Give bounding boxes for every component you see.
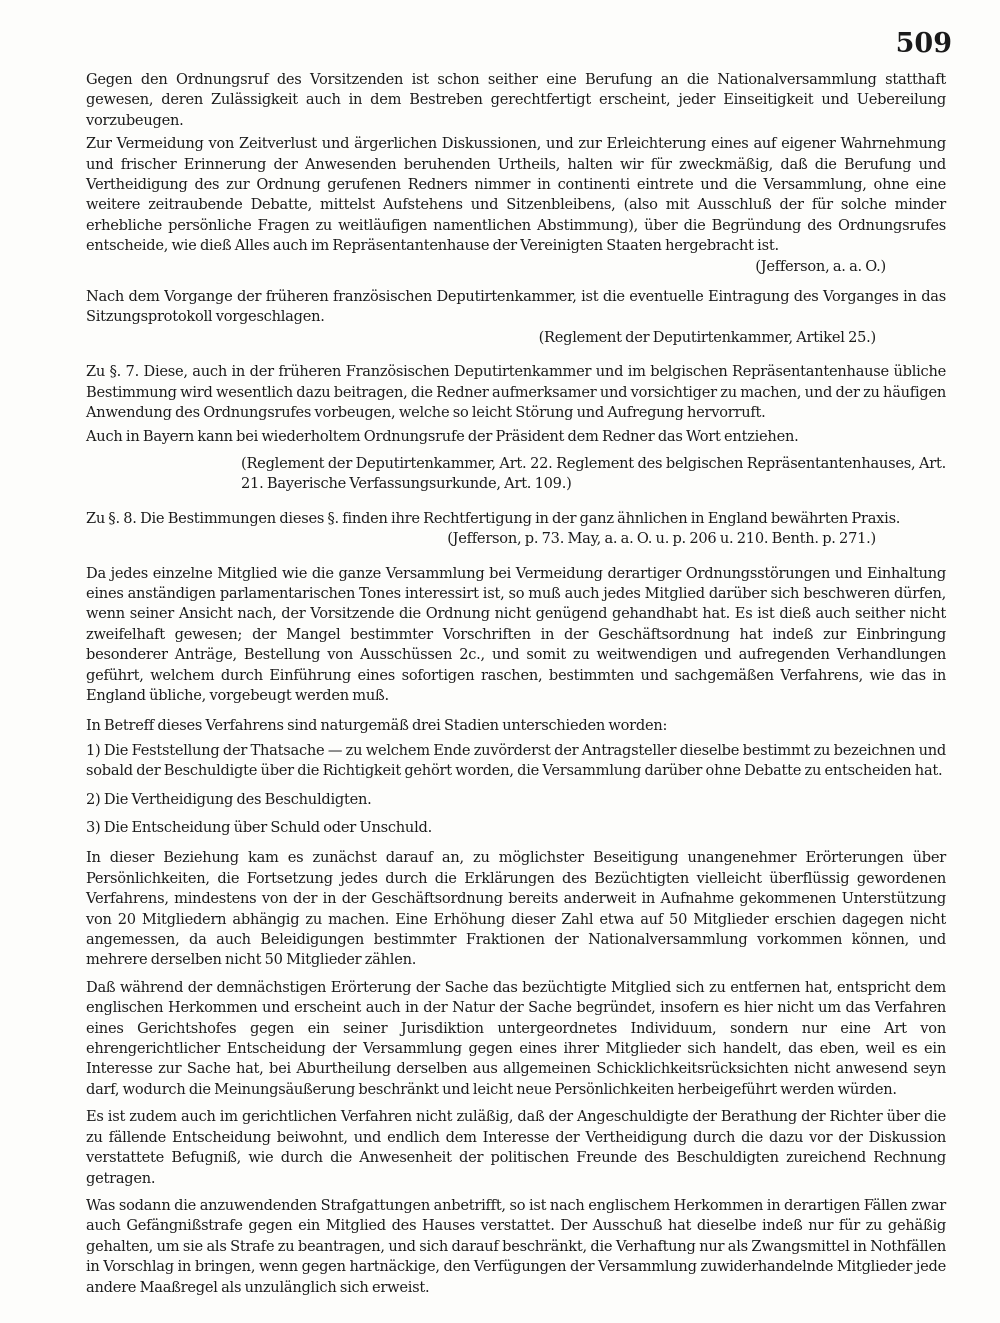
paragraph-zu-7: Zu §. 7. Diese, auch in der früheren Französischen Deputirtenkammer und im belgischen Repräsentantenhause übliche Bestimmung wird wesentlich dazu beitragen, die Redner aufmerksamer und vorsichtiger zu machen, und der zu häufigen Anwendung des Ordnungsrufes vorbeugen, welche so leicht Störung und Aufregung hervorruft. [86,363,946,422]
paragraph-strafgattungen: Was sodann die anzuwendenden Strafgattungen anbetrifft, so ist nach englischem Herkommen in derartigen Fällen zwar auch Gefängnißstrafe gegen ein Mitglied des Hauses verstattet. Der Ausschuß hat dieselbe indeß nur für zu gehäßig gehalten, um sie als Strafe zu beantragen, und sich darauf beschränkt, die Verhaftung nur als Zwangsmittel in Nothfällen in Vorschlag in bringen, wenn gegen hartnäckige, den Verfügungen der Versammlung zuwiderhandelnde Mitglieder jede andere Maaßregel als unzulänglich sich erweist. [86,1196,946,1296]
paragraph-gerichtlich: Es ist zudem auch im gerichtlichen Verfahren nicht zuläßig, daß der Angeschuldigte der Berathung der Richter über die zu fällende Entscheidung beiwohnt, und endlich dem Interesse der Vertheidigung durch die dazu vor der Diskussion verstattete Befugniß, wie durch die Anwesenheit der politischen Freunde des Beschuldigten zureichend Rechnung getragen. [86,1108,946,1187]
paragraph-berufung: Gegen den Ordnungsruf des Vorsitzenden ist schon seither eine Berufung an die Nationalversammlung statthaft gewesen, deren Zulässigkeit auch in dem Bestreben gerechtfertigt erscheint, jeder Einseitigkeit und Uebereilung vorzubeugen. [86,71,946,129]
citation-reglement-22: (Reglement der Deputirtenkammer, Art. 22. Reglement des belgischen Repräsentantenhauses, Art. 21. Bayerische Verfassungsurkunde, Art. 109.) [241,454,946,493]
list-item-feststellung: 1) Die Feststellung der Thatsache — zu welchem Ende zuvörderst der Antragsteller dieselbe bestimmt zu bezeichnen und sobald der Beschuldigte über die Richtigkeit gehört worden, die Versammlung darüber ohne Debatte zu entscheiden hat. [86,741,946,780]
paragraph-verfahren-stadien: In Betreff dieses Verfahrens sind naturgemäß drei Stadien unterschieden worden: [86,717,668,735]
paragraph-entfernen: Daß während der demnächstigen Erörterung der Sache das bezüchtigte Mitglied sich zu entfernen hat, entspricht dem englischen Herkommen und erscheint auch in der Natur der Sache begründet, insofern es hier nicht um das Verfahren eines Gerichtshofes gegen ein seiner Jurisdiktion untergeordnetes Individuum, sondern nur eine Art von ehrengerichtlicher Entscheidung der Versammlung gegen eines ihrer Mitglieder sich handelt, das eben, weil es ein Interesse zur Sache hat, bei Aburtheilung derselben aus allgemeinen Schicklichkeitsrücksichten nicht anwesend seyn darf, wodurch die Meinungsäußerung beschränkt und leicht neue Persönlichkeiten herbeigeführt werden würden. [86,978,946,1098]
citation-jefferson: (Jefferson, a. a. O.) [755,257,886,275]
stages-list [86,741,946,839]
citation-reglement-25: (Reglement der Deputirtenkammer, Artikel 25.) [538,328,876,346]
citation-jefferson-may-benth: (Jefferson, p. 73. May, a. a. O. u. p. 206 u. 210. Benth. p. 271.) [447,530,876,548]
page-number: 509 [895,28,952,59]
list-item-vertheidigung: 2) Die Vertheidigung des Beschuldigten. [86,790,372,808]
paragraph-zeitverlust: Zur Vermeidung von Zeitverlust und ärgerlichen Diskussionen, und zur Erleichterung eines auf eigener Wahrnehmung und frischer Erinnerung der Anwesenden beruhenden Urtheils, halten wir für zweckmäßig, daß die Berufung und Vertheidigung des zur Ordnung gerufenen Redners nimmer in continenti eintrete und die Versammlung, ohne eine weitere zeitraubende Debatte, mittelst Aufstehens und Sitzenbleibens, (also mit Ausschluß der für solche minder erhebliche persönliche Fragen zu weitläufigen namentlichen Abstimmung), über die Begründung des Ordnungsrufes entscheide, wie dieß Alles auch im Repräsentantenhause der Vereinigten Staaten hergebracht ist. [86,135,946,255]
paragraph-mitglied: Da jedes einzelne Mitglied wie die ganze Versammlung bei Vermeidung derartiger Ordnungsstörungen und Einhaltung eines anständigen parlamentarischen Tones interessirt ist, so muß auch jedes Mitglied darüber sich beschweren dürfen, wenn seiner Ansicht nach, der Vorsitzende die Ordnung nicht genügend gehandhabt hat. Es ist dieß auch seither nicht zweifelhaft gewesen; der Mangel bestimmter Vorschriften in der Geschäftsordnung hat indeß zur Einbringung besonderer Anträge, Bestellung von Ausschüssen 2c., und somit zu weitwendigen und aufregenden Verhandlungen geführt, welchem durch Einführung eines sofortigen raschen, bestimmten und sachgemäßen Verfahrens, wie das in England übliche, vorgebeugt werden muß. [86,564,946,704]
paragraph-beziehung: In dieser Beziehung kam es zunächst darauf an, zu möglichster Beseitigung unangenehmer Erörterungen über Persönlichkeiten, die Fortsetzung jedes durch die Erklärungen des Bezüchtigten vielleicht überflüssig gewordenen Verfahrens, mindestens von der in der Geschäftsordnung bereits anderweit in Aufnahme gekommenen Unterstützung von 20 Mitgliedern abhängig zu machen. Eine Erhöhung dieser Zahl etwa auf 50 Mitglieder erschien dagegen nicht angemessen, da auch Beleidigungen bestimmter Fraktionen der Nationalversammlung vorkommen können, und mehrere derselben nicht 50 Mitglieder zählen. [86,849,946,969]
paragraph-sitzungsprotokoll: Nach dem Vorgange der früheren französischen Deputirtenkammer, ist die eventuelle Eintragung des Vorganges in das Sitzungsprotokoll vorgeschlagen. [86,288,946,326]
paragraph-bayern: Auch in Bayern kann bei wiederholtem Ordnungsrufe der Präsident dem Redner das Wort entziehen. [86,427,799,445]
list-item-entscheidung: 3) Die Entscheidung über Schuld oder Unschuld. [86,819,432,836]
paragraph-zu-8: Zu §. 8. Die Bestimmungen dieses §. finden ihre Rechtfertigung in der ganz ähnlichen in England bewährten Praxis. [86,509,901,527]
page-body [86,70,946,1298]
